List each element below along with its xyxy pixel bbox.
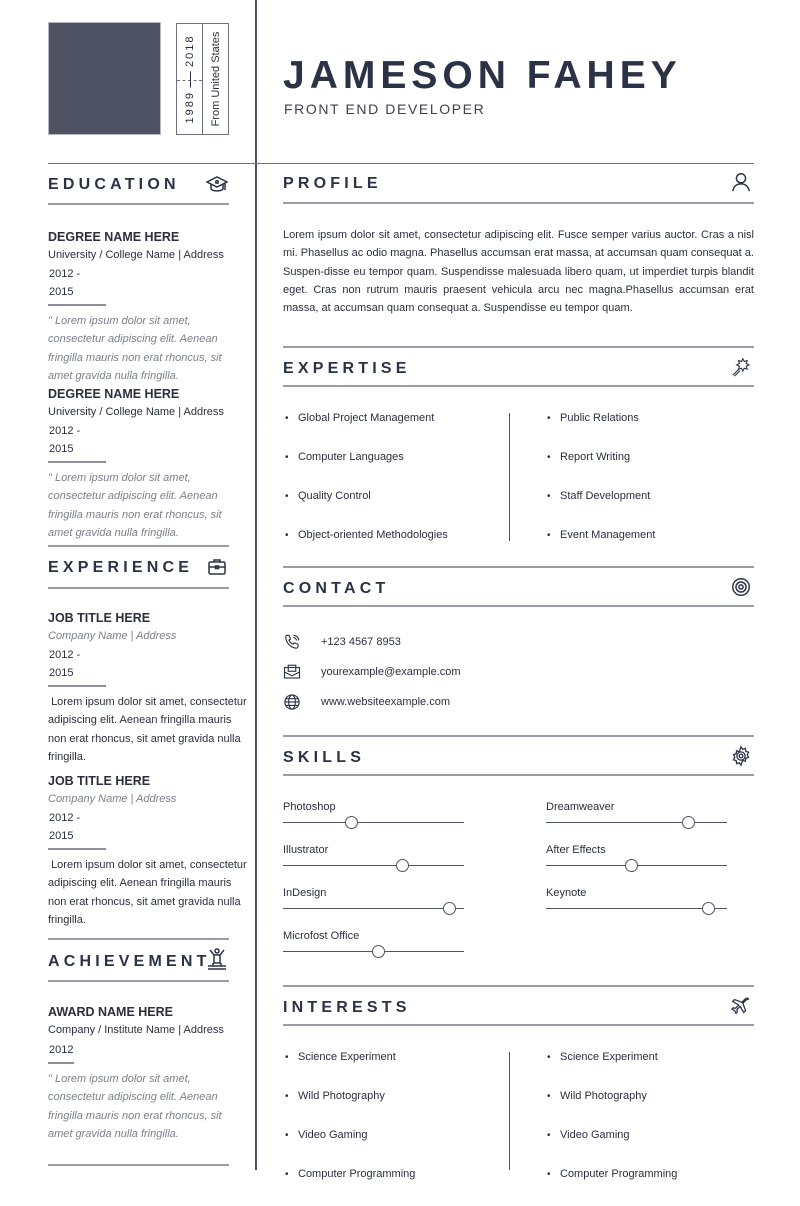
interests-header [283,985,754,1026]
interest-item: • Video Gaming [285,1128,415,1167]
expertise-item: • Global Project Management [285,411,448,450]
airplane-icon [730,995,752,1017]
birth-year-start: 1989 [183,91,196,124]
company-name: Company Name | Address [48,630,177,642]
profile-photo-placeholder [48,22,161,135]
degree-name: DEGREE NAME HERE [48,230,180,244]
experience-header [48,547,229,589]
expertise-title: EXPERTISE [283,360,411,377]
envelope-icon [283,663,301,681]
school-name: University / College Name | Address [48,406,224,418]
expertise-list-right [547,411,655,567]
skill-keynote [546,886,727,926]
gear-icon [730,745,752,767]
experience-description: Lorem ipsum dolor sit amet, consectetur adipiscing elit. Aenean fringilla mauris non erat rhoncus, sit amet gravida nulla fringilla. [48,859,253,926]
skill-name: Dreamweaver [546,801,615,813]
website-url[interactable]: www.websiteexample.com [321,696,450,708]
email-address[interactable]: yourexample@example.com [321,666,461,678]
briefcase-icon [205,555,229,579]
birth-info-box [176,23,229,135]
expertise-item: • Event Management [547,528,655,567]
interest-item: • Computer Programming [285,1167,415,1206]
interest-item: • Science Experiment [547,1050,677,1089]
interests-list-right [547,1050,677,1206]
expertise-item: • Quality Control [285,489,448,528]
candidate-role: FRONT END DEVELOPER [284,101,486,117]
skill-track [283,822,464,823]
profile-title: PROFILE [283,175,382,192]
phone-icon [283,633,301,651]
school-name: University / College Name | Address [48,249,224,261]
user-icon [730,171,752,193]
education-entry-2 [48,385,248,542]
experience-entry-1 [48,609,253,766]
education-dates: 2012 - 2015 [48,265,106,306]
expertise-item: • Object-oriented Methodologies [285,528,448,567]
award-name: AWARD NAME HERE [48,1005,174,1019]
contact-website[interactable] [283,692,450,712]
graduation-cap-icon [205,173,229,197]
interest-item: • Computer Programming [547,1167,677,1206]
experience-dates: 2012 - 2015 [48,646,106,687]
achievement-header [48,940,229,982]
experience-dates: 2012 - 2015 [48,809,106,850]
birth-year-end: 2018 [183,34,196,67]
job-title: JOB TITLE HERE [48,611,151,625]
achievement-title: ACHIEVEMENT [48,953,211,970]
skill-level-knob [396,859,409,872]
education-dates: 2012 - 2015 [48,422,106,463]
skill-level-knob [345,816,358,829]
skill-name: Illustrator [283,844,329,856]
expertise-item: • Staff Development [547,489,655,528]
skill-track [546,822,727,823]
experience-title: EXPERIENCE [48,559,194,576]
contact-header [283,566,754,607]
contact-title: CONTACT [283,580,390,597]
globe-icon [283,693,301,711]
skills-title: SKILLS [283,749,366,766]
skill-level-knob [625,859,638,872]
skill-after-effects [546,843,727,883]
expertise-item: • Computer Languages [285,450,448,489]
interests-title: INTERESTS [283,999,411,1016]
expertise-list-left [285,411,448,567]
interests-list-left [285,1050,415,1206]
trophy-person-icon [205,947,229,971]
skill-illustrator [283,843,464,883]
award-organization: Company / Institute Name | Address [48,1024,224,1036]
experience-entry-2 [48,772,253,929]
expertise-item: • Report Writing [547,450,655,489]
phone-number[interactable]: +123 4567 8953 [321,636,401,648]
education-title: EDUCATION [48,176,180,193]
expertise-header [283,346,754,387]
achievement-entry-1 [48,1003,248,1143]
skill-name: InDesign [283,887,327,899]
skill-dreamweaver [546,800,727,840]
contact-phone[interactable] [283,632,401,652]
column-divider [255,0,257,1170]
skill-photoshop [283,800,464,840]
profile-text: Lorem ipsum dolor sit amet, consectetur adipiscing elit. Fusce semper varius auctor. Cras a nisl mi. Phasellus ac odio magna. Phasellus accumsan erat massa, at accumsan quam consequat a. Suspen-disse eu tempor quam. Suspendisse malesuada libero quam, ut imperdiet turpis blandit eget. Cras non rutrum mauris praesent vehicula arcu nec magna.Phasellus accumsan erat massa, at accumsan quam consequat a. Suspendisse eu tempor quam. [283,229,754,315]
contact-email[interactable] [283,662,461,682]
birth-years [177,24,202,134]
company-name: Company Name | Address [48,793,177,805]
skill-level-knob [443,902,456,915]
skill-name: Keynote [546,887,587,899]
magic-wand-icon [730,356,752,378]
skill-track [546,908,727,909]
education-header [48,163,229,205]
award-description: " Lorem ipsum dolor sit amet, consectetur adipiscing elit. Aenean fringilla mauris non erat rhoncus, sit amet gravida nulla fringilla. [48,1073,222,1140]
at-sign-icon [730,576,752,598]
candidate-name: JAMESON FAHEY [283,54,682,97]
job-title: JOB TITLE HERE [48,774,151,788]
skill-level-knob [372,945,385,958]
interest-item: • Wild Photography [285,1089,415,1128]
skill-track [283,908,464,909]
profile-header [283,163,754,204]
interest-item: • Wild Photography [547,1089,677,1128]
skills-header [283,735,754,776]
interest-item: • Science Experiment [285,1050,415,1089]
origin [202,24,228,134]
skill-level-knob [682,816,695,829]
expertise-item: • Public Relations [547,411,655,450]
education-description: " Lorem ipsum dolor sit amet, consectetur adipiscing elit. Aenean fringilla mauris non erat rhoncus, sit amet gravida nulla fringilla. [48,472,222,539]
skill-name: Photoshop [283,801,336,813]
skill-level-knob [702,902,715,915]
origin-text: From United States [209,31,222,127]
skill-office [283,929,464,969]
education-entry-1 [48,228,248,385]
interest-item: • Video Gaming [547,1128,677,1167]
award-date: 2012 [48,1041,74,1064]
skill-name: Microfost Office [283,930,360,942]
skill-indesign [283,886,464,926]
skill-name: After Effects [546,844,606,856]
experience-description: Lorem ipsum dolor sit amet, consectetur adipiscing elit. Aenean fringilla mauris non erat rhoncus, sit amet gravida nulla fringilla. [48,696,253,763]
education-description: " Lorem ipsum dolor sit amet, consectetur adipiscing elit. Aenean fringilla mauris non erat rhoncus, sit amet gravida nulla fringilla. [48,315,222,382]
degree-name: DEGREE NAME HERE [48,387,180,401]
skill-track [283,865,464,866]
